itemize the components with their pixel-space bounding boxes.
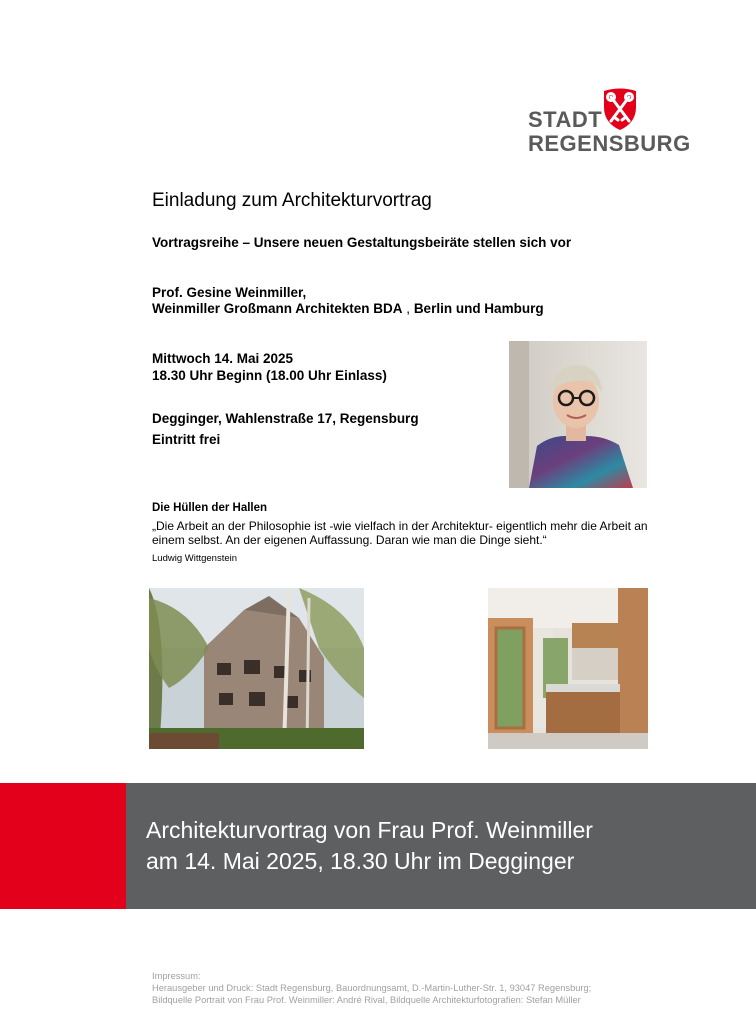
architecture-photo-kitchen [488,588,648,749]
lecture-topic-heading: Die Hüllen der Hallen [152,502,268,514]
event-time: 18.30 Uhr Beginn (18.00 Uhr Einlass) [152,368,387,383]
banner-text [146,815,593,877]
architecture-photo-house [149,588,364,749]
lecture-series-subtitle: Vortragsreihe – Unsere neuen Gestaltungsbeiräte stellen sich vor [152,235,572,250]
banner-line-2: am 14. Mai 2025, 18.30 Uhr im Degginger [146,848,575,874]
logo-line-stadt: STADT [528,107,603,132]
invitation-title: Einladung zum Architekturvortrag [152,190,432,211]
quote-text: „Die Arbeit an der Philosophie ist -wie vielfach in der Architektur- eigentlich mehr die Arbeit an einem selbst. An der eigenen Auffassung. Daran wie man die Dinge sieht.“ [152,519,648,547]
event-date: Mittwoch 14. Mai 2025 [152,351,294,366]
event-venue-block [152,408,419,450]
quote-author: Ludwig Wittgenstein [152,553,238,564]
banner-red-accent [0,783,126,909]
event-venue: Degginger, Wahlenstraße 17, Regensburg [152,411,419,426]
city-logo-wordmark [528,108,691,156]
logo-line-regensburg: REGENSBURG [528,131,691,156]
speaker-firm: Weinmiller Großmann Architekten BDA [152,301,403,316]
imprint-heading: Impressum: [152,971,201,981]
speaker-cities: Berlin und Hamburg [413,301,544,316]
event-datetime [152,350,387,384]
speaker-portrait-photo [509,341,647,488]
imprint [152,970,591,1006]
speaker-affiliation [152,301,544,317]
speaker-name: Prof. Gesine Weinmiller, [152,285,307,300]
speaker-separator: , [402,301,414,316]
imprint-photo-credits: Bildquelle Portrait von Frau Prof. Weinmiller: André Rival, Bildquelle Architekturfotografien: Stefan Müller [152,995,581,1005]
imprint-publisher: Herausgeber und Druck: Stadt Regensburg, Bauordnungsamt, D.-Martin-Luther-Str. 1, 93047 Regensburg; [152,983,592,993]
speaker-block [152,285,544,317]
event-entry: Eintritt frei [152,432,221,447]
banner-line-1: Architekturvortrag von Frau Prof. Weinmiller [146,817,593,843]
